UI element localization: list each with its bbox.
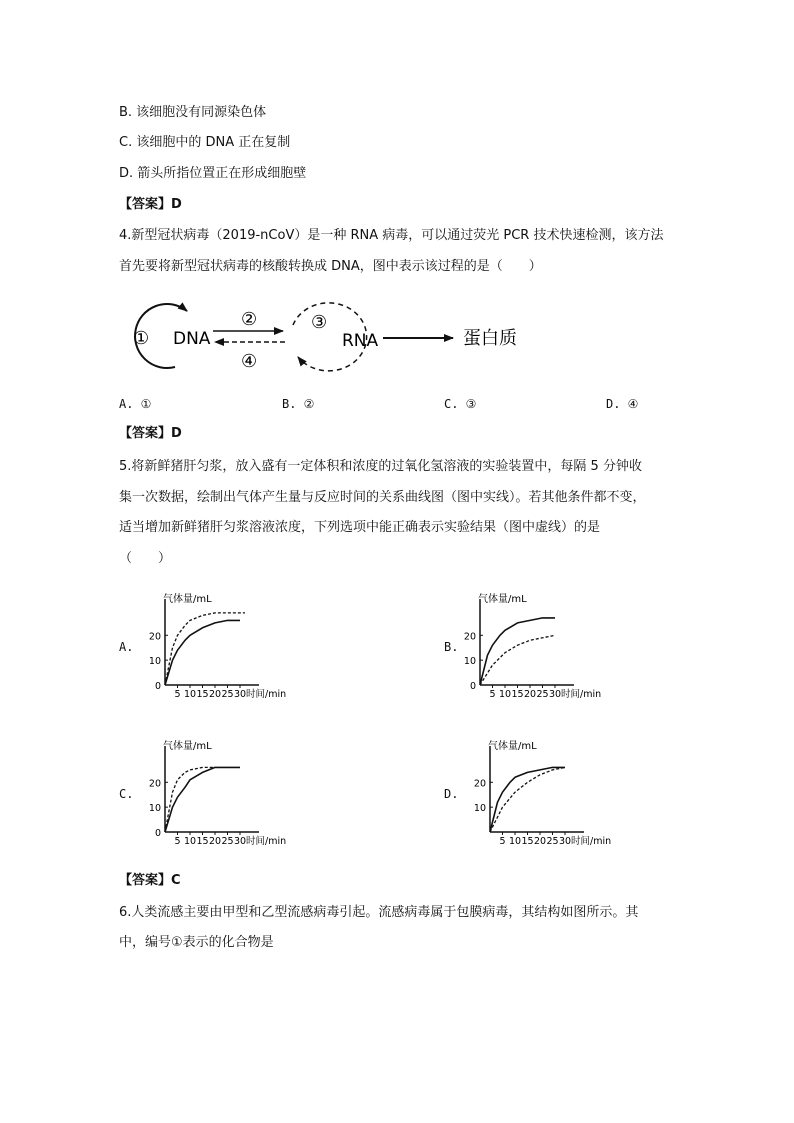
solid-series-line [490, 767, 565, 832]
label-2: ② [241, 309, 258, 330]
x-tick-label: 10 [183, 689, 197, 700]
chart-b-label: B. [444, 640, 459, 654]
dna-label: DNA [173, 329, 211, 349]
x-axis-label: 时间/min [246, 689, 287, 700]
central-dogma-diagram [115, 295, 545, 385]
q5-text-line3: 适当增加新鲜猪肝匀浆溶液浓度，下列选项中能正确表示实验结果（图中虚线）的是 [119, 520, 601, 535]
x-tick-label: 30 [233, 689, 247, 700]
chart-c-label: C. [119, 787, 134, 801]
x-tick-label: 20 [208, 836, 222, 847]
dashed-series-line [165, 613, 245, 685]
solid-series-line [165, 767, 240, 832]
y-axis-label: 气体量/mL [163, 741, 212, 752]
chart-b [460, 590, 602, 700]
y-tick-label: 0 [469, 681, 476, 692]
q4-option-d: D. ④ [606, 397, 639, 411]
x-tick-label: 5 [499, 836, 506, 847]
q5-text-line4: （ ） [119, 551, 172, 566]
dashed-series-line [490, 767, 565, 832]
x-tick-label: 20 [208, 689, 222, 700]
x-axis-label: 时间/min [246, 836, 287, 847]
y-tick-label: 0 [154, 828, 161, 839]
chart-d [470, 737, 612, 847]
rna-label: RNA [342, 331, 379, 351]
q4-option-a: A. ① [119, 397, 152, 411]
solid-series-line [480, 618, 555, 685]
q3-option-d: D. 箭头所指位置正在形成细胞壁 [119, 166, 307, 181]
y-axis-label: 气体量/mL [478, 594, 527, 605]
y-axis-label: 气体量/mL [488, 741, 537, 752]
y-tick-label: 20 [473, 778, 486, 790]
x-tick-label: 20 [523, 689, 537, 700]
x-tick-label: 20 [533, 836, 547, 847]
y-tick-label: 10 [148, 656, 161, 668]
q6-text-line2: 中，编号①表示的化合物是 [119, 935, 274, 950]
q5-answer: 【答案】C [119, 873, 181, 888]
dashed-series-line [165, 767, 215, 832]
q5-text-line2: 集一次数据，绘制出气体产生量与反应时间的关系曲线图（图中实线）。若其他条件都不变， [119, 490, 646, 505]
y-tick-label: 20 [148, 631, 161, 643]
chart-a-label: A. [119, 640, 134, 654]
protein-label: 蛋白质 [463, 328, 517, 349]
x-tick-label: 25 [546, 836, 559, 847]
q3-option-b: B. 该细胞没有同源染色体 [119, 105, 267, 120]
x-tick-label: 25 [221, 689, 234, 700]
solid-series-line [165, 620, 240, 685]
x-tick-label: 15 [196, 836, 209, 847]
x-tick-label: 15 [196, 689, 209, 700]
x-tick-label: 10 [508, 836, 522, 847]
q4-option-c: C. ③ [444, 397, 477, 411]
q4-answer: 【答案】D [119, 426, 182, 441]
x-tick-label: 30 [558, 836, 572, 847]
x-axis-label: 时间/min [571, 836, 612, 847]
x-tick-label: 15 [511, 689, 524, 700]
x-tick-label: 10 [498, 689, 512, 700]
x-tick-label: 30 [548, 689, 562, 700]
y-tick-label: 10 [148, 803, 161, 815]
y-tick-label: 20 [463, 631, 476, 643]
y-tick-label: 20 [148, 778, 161, 790]
q3-option-c: C. 该细胞中的 DNA 正在复制 [119, 135, 291, 150]
label-1: ① [133, 328, 150, 349]
label-4: ④ [241, 351, 258, 372]
x-tick-label: 15 [521, 836, 534, 847]
x-tick-label: 25 [221, 836, 234, 847]
q4-option-b: B. ② [282, 397, 315, 411]
q4-text-line2: 首先要将新型冠状病毒的核酸转换成 DNA，图中表示该过程的是（ ） [119, 259, 542, 274]
chart-c [145, 737, 287, 847]
y-tick-label: 10 [463, 656, 476, 668]
x-tick-label: 5 [174, 836, 181, 847]
y-tick-label: 0 [154, 681, 161, 692]
x-axis-label: 时间/min [561, 689, 602, 700]
label-3: ③ [311, 312, 328, 333]
x-tick-label: 10 [183, 836, 197, 847]
q4-text-line1: 4.新型冠状病毒（2019-nCoV）是一种 RNA 病毒，可以通过荧光 PCR 技术快速检测，该方法 [119, 228, 664, 243]
x-tick-label: 25 [536, 689, 549, 700]
y-axis-label: 气体量/mL [163, 594, 212, 605]
x-tick-label: 5 [489, 689, 496, 700]
x-tick-label: 5 [174, 689, 181, 700]
chart-d-label: D. [444, 787, 459, 801]
y-tick-label: 10 [473, 803, 486, 815]
q6-text-line1: 6.人类流感主要由甲型和乙型流感病毒引起。流感病毒属于包膜病毒，其结构如图所示。其 [119, 905, 639, 920]
dashed-series-line [480, 635, 555, 685]
x-tick-label: 30 [233, 836, 247, 847]
q3-answer: 【答案】D [119, 197, 182, 212]
chart-a [145, 590, 287, 700]
q5-text-line1: 5.将新鲜猪肝匀浆，放入盛有一定体积和浓度的过氧化氢溶液的实验装置中，每隔 5 分钟收 [119, 459, 642, 474]
